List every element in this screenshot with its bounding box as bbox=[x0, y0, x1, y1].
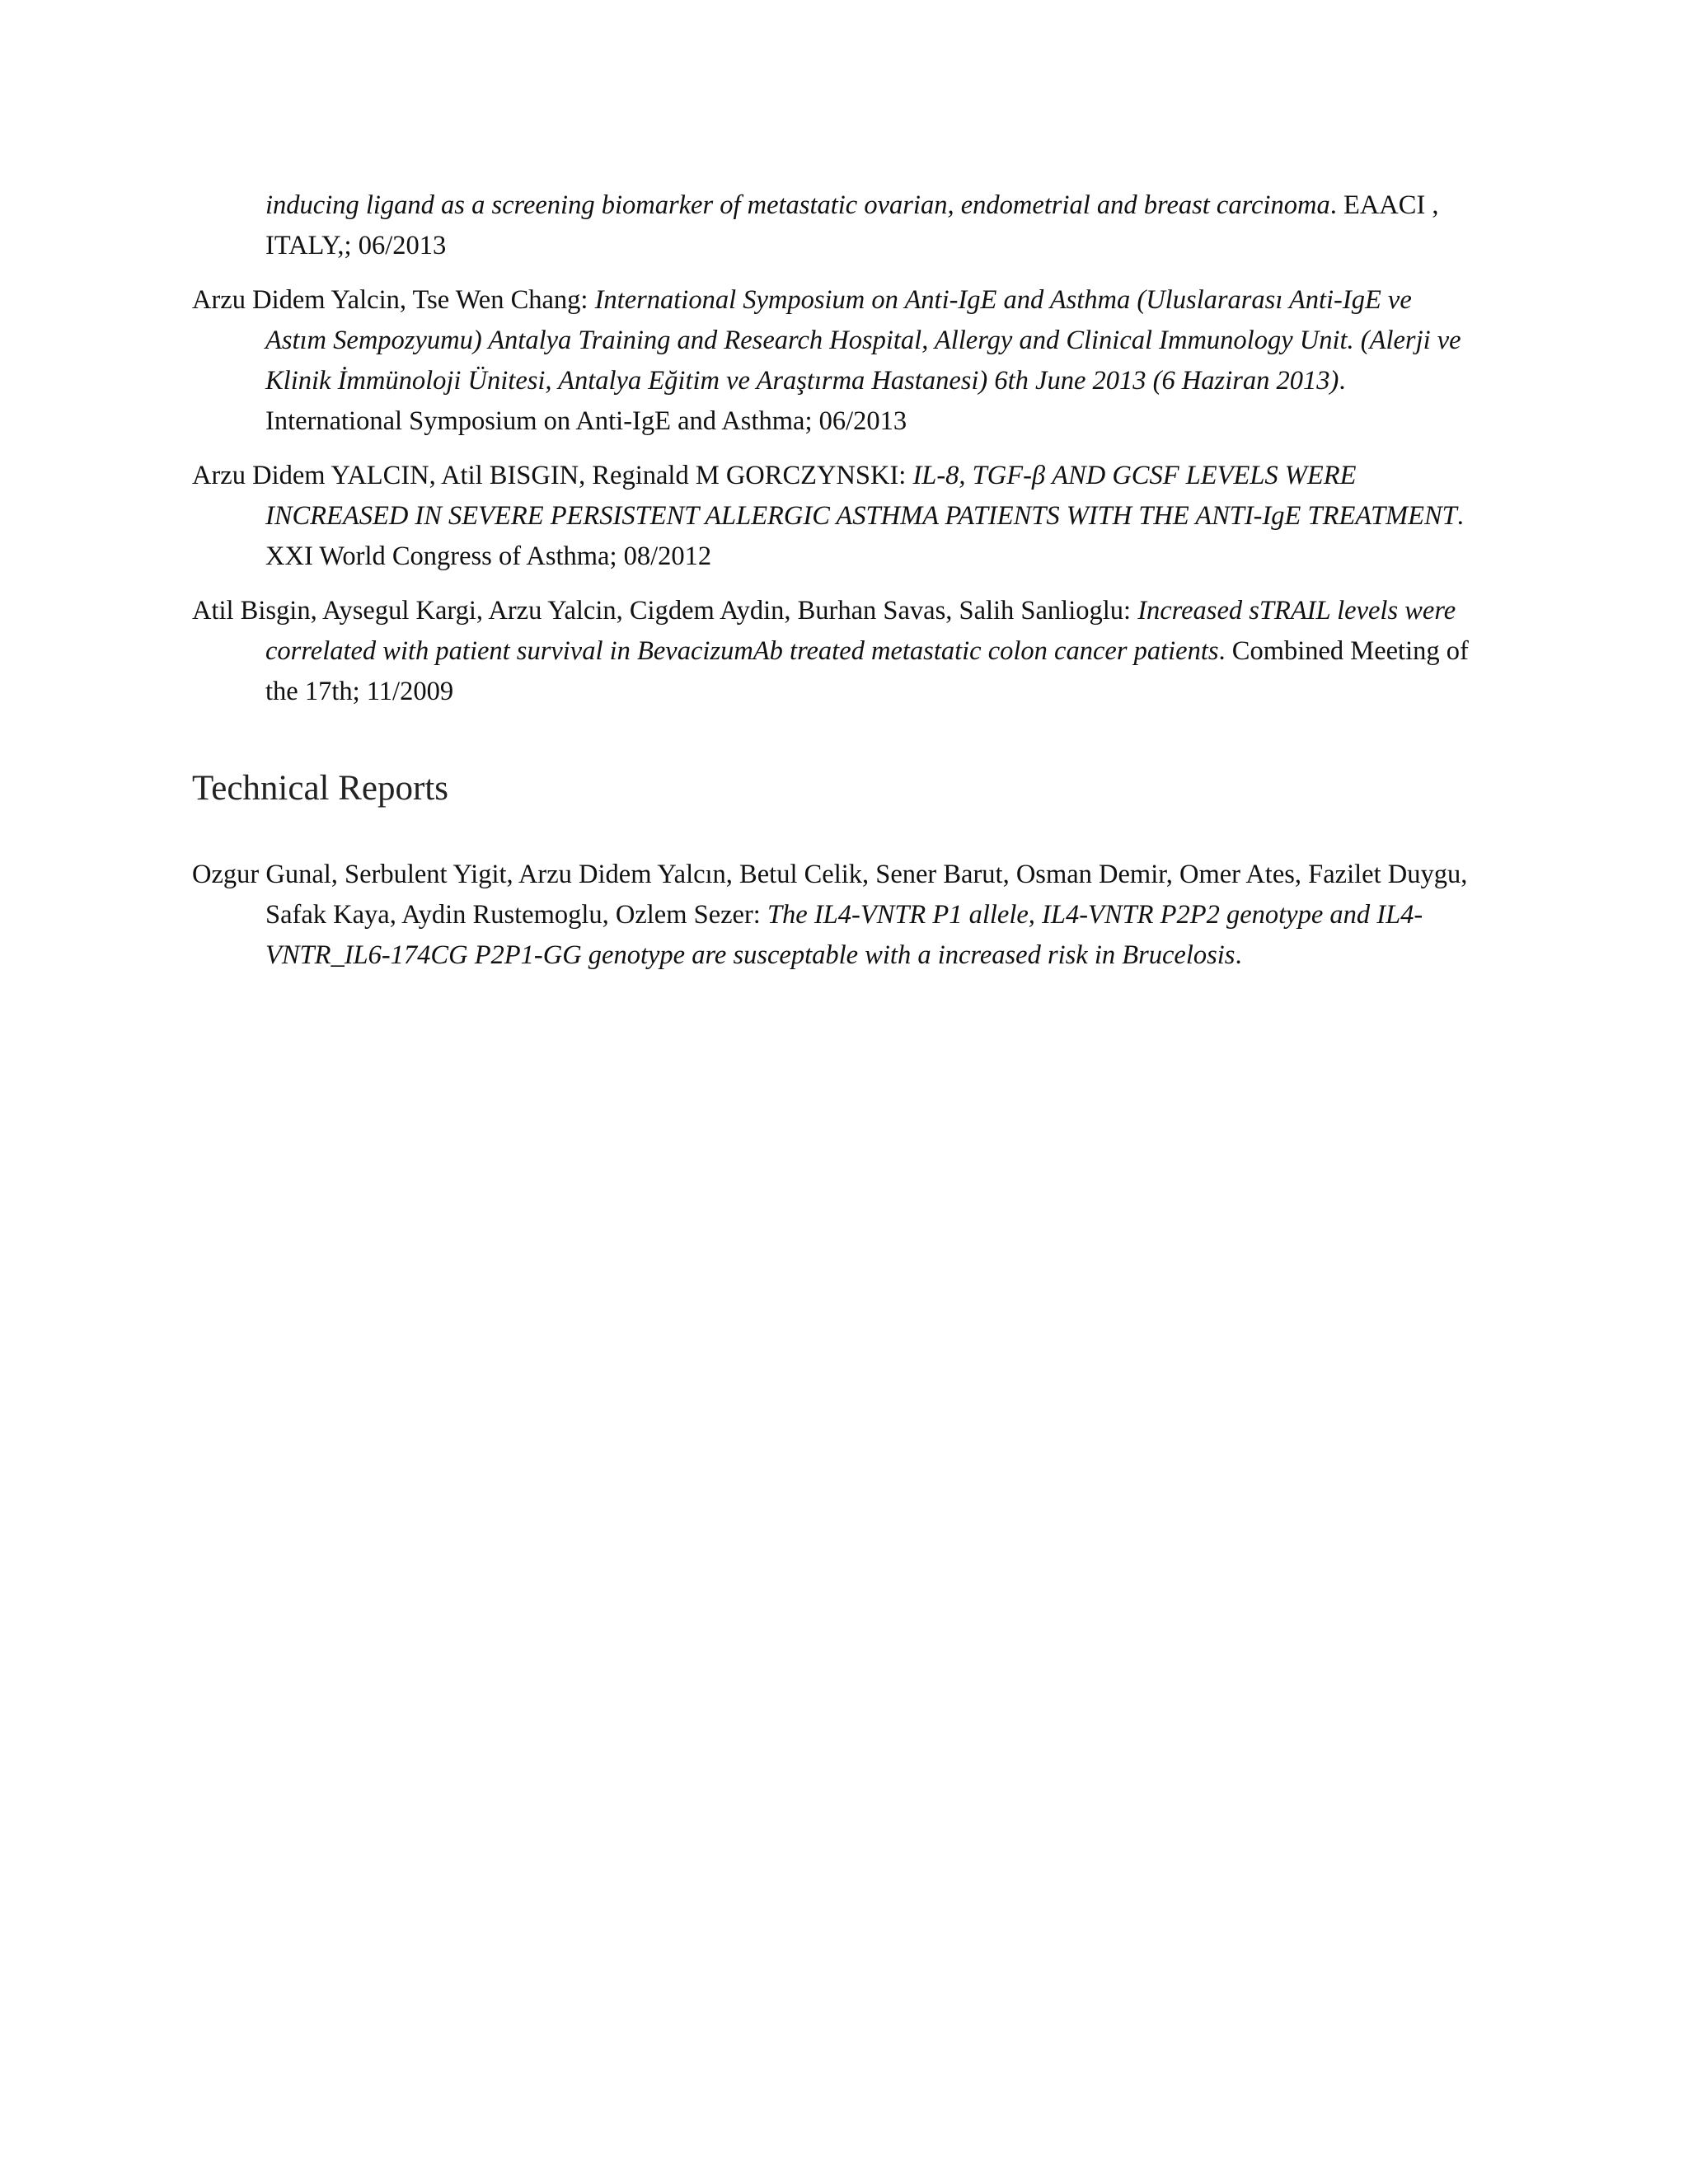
publication-venue: . International Symposium on Anti-IgE and Asthma; 06/2013 bbox=[265, 366, 1346, 436]
publication-authors: Arzu Didem YALCIN, Atil BISGIN, Reginald M GORCZYNSKI: bbox=[192, 461, 913, 490]
publication-authors: Atil Bisgin, Aysegul Kargi, Arzu Yalcin, Cigdem Aydin, Burhan Savas, Salih Sanlioglu: bbox=[192, 596, 1138, 626]
publications-list bbox=[192, 185, 1478, 712]
technical-reports-list bbox=[192, 855, 1478, 976]
publication-venue: . EAACI , ITALY,; 06/2013 bbox=[265, 190, 1439, 260]
publication-authors: Arzu Didem Yalcin, Tse Wen Chang: bbox=[192, 285, 595, 315]
publication-entry bbox=[192, 591, 1478, 712]
publication-entry bbox=[192, 280, 1478, 442]
publication-entry bbox=[192, 185, 1478, 266]
publication-title: Increased sTRAIL levels were correlated with patient survival in BevacizumAb treated metastatic colon cancer patients bbox=[265, 596, 1456, 666]
publication-venue: . Combined Meeting of the 17th; 11/2009 bbox=[265, 636, 1469, 706]
report-title: The IL4-VNTR P1 allele, IL4-VNTR P2P2 genotype and IL4-VNTR_IL6-174CG P2P1-GG genotype are susceptable with a increased risk in Brucelosis bbox=[265, 900, 1423, 970]
section-heading-technical-reports: Technical Reports bbox=[192, 769, 449, 808]
technical-report-entry bbox=[192, 855, 1478, 976]
publication-title: IL-8, TGF-β AND GCSF LEVELS WERE INCREASED IN SEVERE PERSISTENT ALLERGIC ASTHMA PATIENTS WITH THE ANTI-IgE TREATMENT bbox=[265, 461, 1457, 531]
publication-title: inducing ligand as a screening biomarker of metastatic ovarian, endometrial and breast carcinoma bbox=[265, 190, 1330, 220]
report-venue: . bbox=[1235, 940, 1242, 970]
report-authors: Ozgur Gunal, Serbulent Yigit, Arzu Didem Yalcın, Betul Celik, Sener Barut, Osman Demir, Omer Ates, Fazilet Duygu, Safak Kaya, Aydin Rustemoglu, Ozlem Sezer: bbox=[192, 860, 1468, 930]
publication-venue: . XXI World Congress of Asthma; 08/2012 bbox=[265, 501, 1464, 571]
publication-title: International Symposium on Anti-IgE and Asthma (Uluslararası Anti-IgE ve Astım Sempozyumu) Antalya Training and Research Hospital, Allergy and Clinical Immunology Unit. (Alerji ve Klinik İmmünoloji Ünitesi, Antalya Eğitim ve Araştırma Hastanesi) 6th June 2013 (6 Haziran 2013) bbox=[265, 285, 1461, 396]
publication-entry bbox=[192, 456, 1478, 577]
